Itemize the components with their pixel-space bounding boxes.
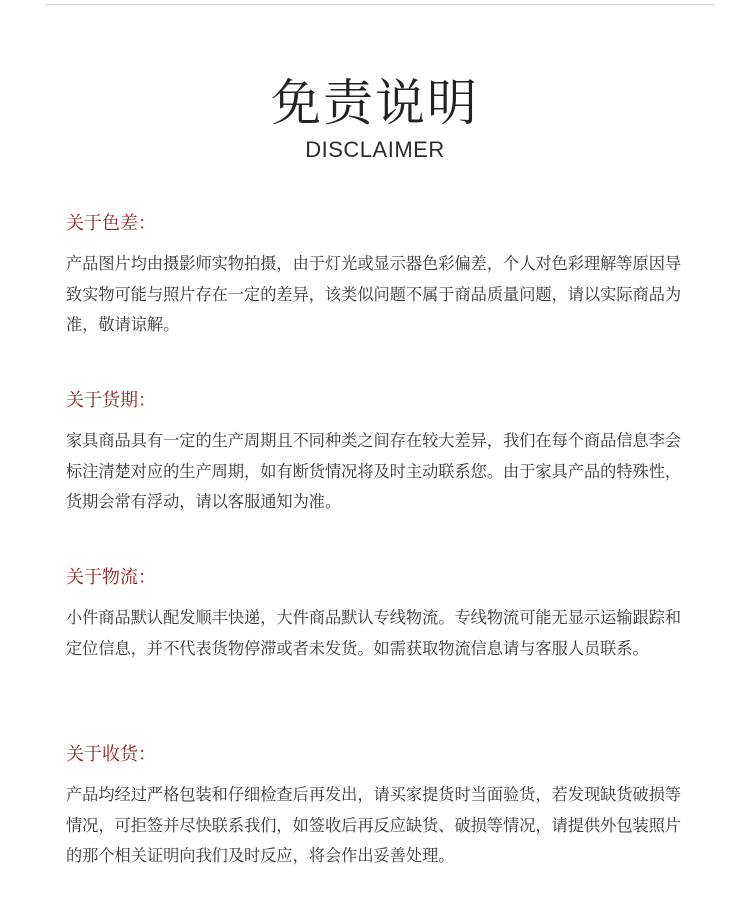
section-delivery-period [66, 388, 696, 518]
section-receiving [66, 742, 696, 872]
section-color-difference [66, 211, 696, 341]
section-logistics [66, 565, 696, 664]
section-heading: 关于收货： [66, 744, 156, 765]
top-divider [45, 4, 715, 5]
page-header [0, 70, 750, 164]
section-heading: 关于物流： [66, 567, 156, 588]
section-body: 产品均经过严格包装和仔细检查后再发出，请买家提货时当面验货，若发现缺货破损等情况，可拒签并尽快联系我们，如签收后再反应缺货、破损等情况，请提供外包装照片的那个相关证明向我们及时反应，将会作出妥善处理。 [66, 785, 682, 865]
section-body: 小件商品默认配发顺丰快递，大件商品默认专线物流。专线物流可能无显示运输跟踪和定位信息，并不代表货物停滞或者未发货。如需获取物流信息请与客服人员联系。 [66, 608, 682, 658]
page-subtitle: DISCLAIMER [305, 137, 445, 162]
section-body: 家具商品具有一定的生产周期且不同种类之间存在较大差异，我们在每个商品信息李会标注清楚对应的生产周期，如有断货情况将及时主动联系您。由于家具产品的特殊性，货期会常有浮动，请以客服通知为准。 [66, 431, 682, 511]
section-heading: 关于货期： [66, 390, 156, 411]
section-heading: 关于色差： [66, 213, 156, 234]
section-body: 产品图片均由摄影师实物拍摄，由于灯光或显示器色彩偏差，个人对色彩理解等原因导致实物可能与照片存在一定的差异，该类似问题不属于商品质量问题，请以实际商品为准，敬请谅解。 [66, 254, 682, 334]
page-title: 免责说明 [271, 74, 479, 132]
